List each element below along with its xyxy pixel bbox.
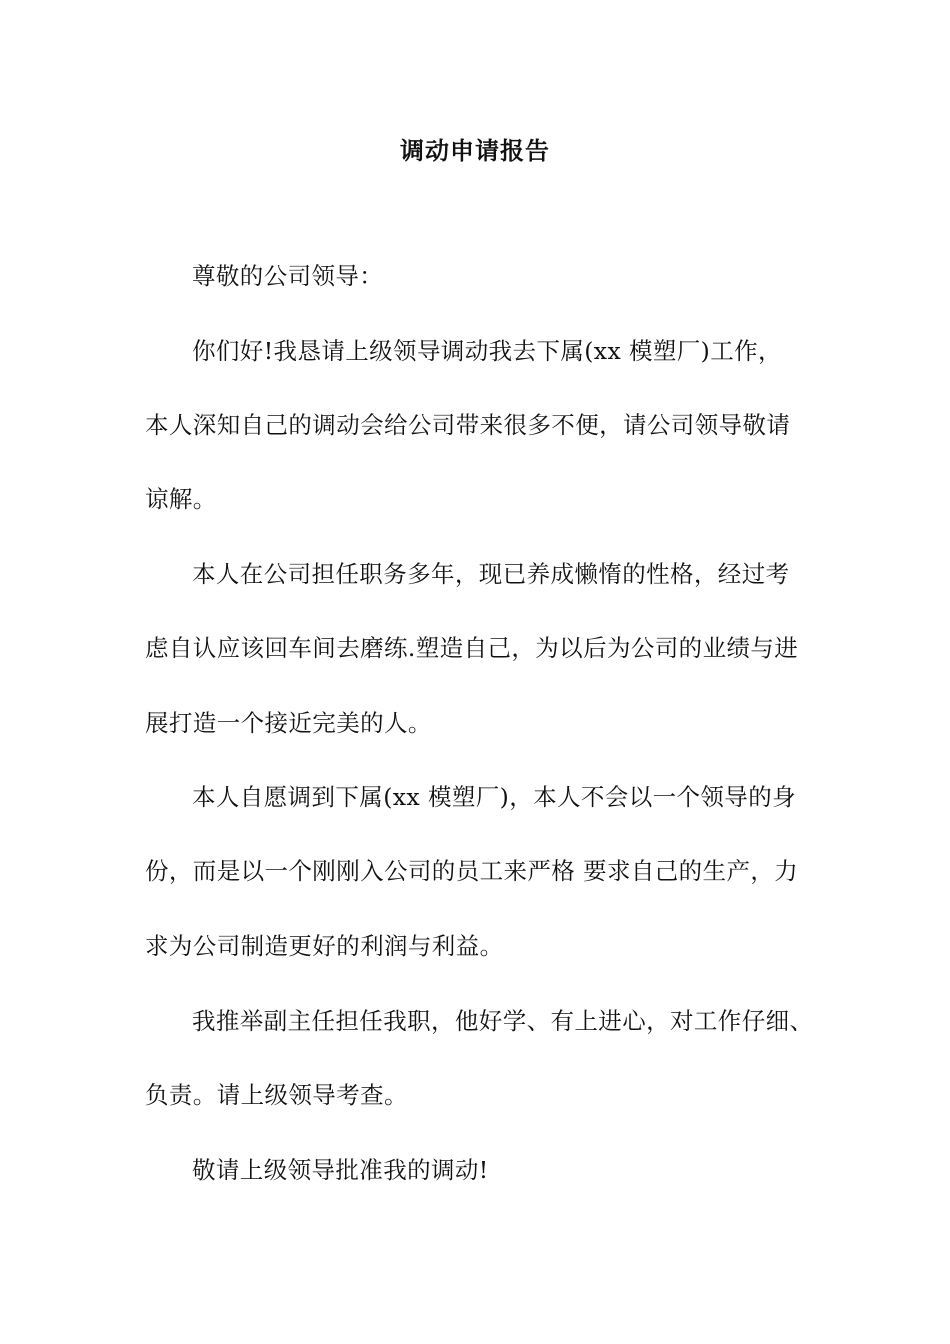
paragraph-2-line-1: 本人在公司担任职务多年，现已养成懒惰的性格，经过考	[192, 560, 790, 588]
paragraph-2-line-2: 虑自认应该回车间去磨练.塑造自己，为以后为公司的业绩与进	[145, 634, 799, 662]
closing-line: 敬请上级领导批准我的调动!	[192, 1156, 489, 1184]
paragraph-4-line-2: 负责。请上级领导考查。	[145, 1081, 408, 1109]
paragraph-1-line-2: 本人深知自己的调动会给公司带来很多不便，请公司领导敬请	[145, 411, 791, 439]
paragraph-2-line-3: 展打造一个接近完美的人。	[145, 709, 432, 737]
paragraph-3-line-1: 本人自愿调到下属(xx 模塑厂)，本人不会以一个领导的身	[192, 783, 797, 811]
paragraph-3-line-3: 求为公司制造更好的利润与利益。	[145, 932, 504, 960]
paragraph-4-line-1: 我推举副主任担任我职，他好学、有上进心，对工作仔细、	[192, 1007, 814, 1035]
paragraph-1-line-1: 你们好!我恳请上级领导调动我去下属(xx 模塑厂)工作，	[192, 337, 782, 365]
paragraph-1-line-3: 谅解。	[145, 485, 217, 513]
document-title: 调动申请报告	[400, 137, 550, 165]
salutation-line: 尊敬的公司领导：	[192, 262, 384, 290]
paragraph-3-line-2: 份，而是以一个刚刚入公司的员工来严格 要求自己的生产，力	[145, 857, 799, 885]
